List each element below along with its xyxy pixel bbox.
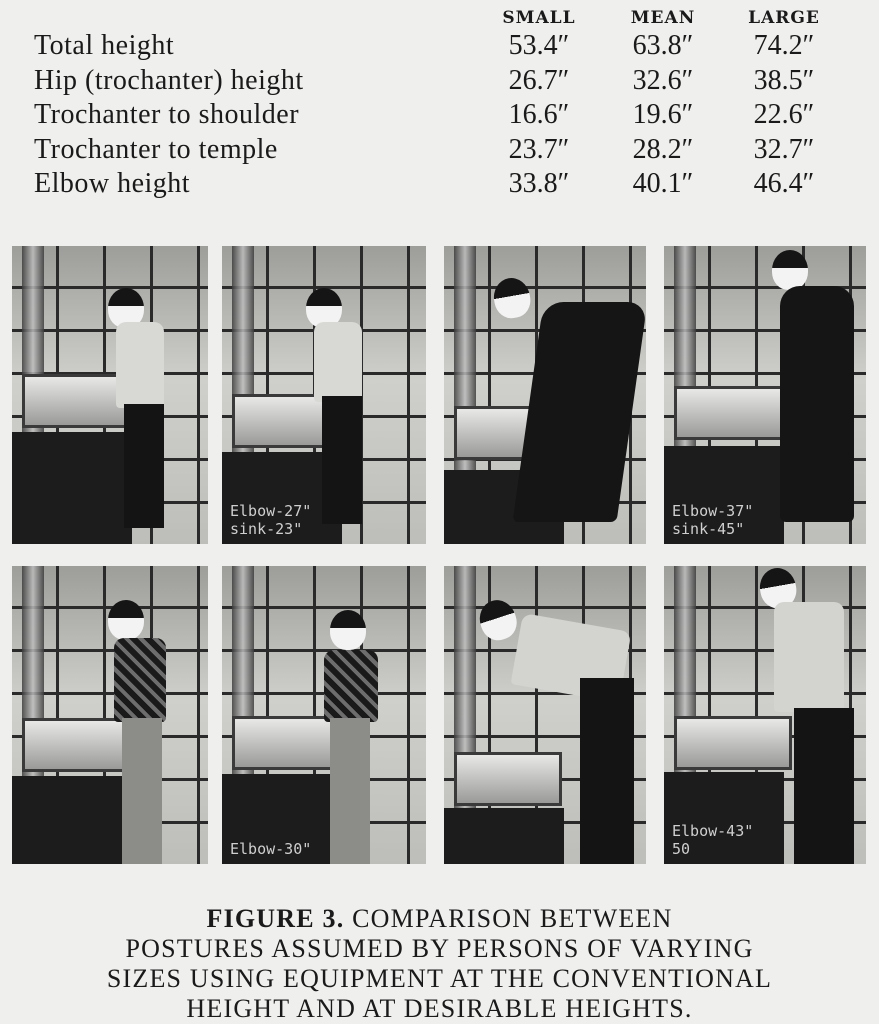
person-legs — [322, 396, 362, 524]
value-large: 38.5″ — [753, 64, 815, 96]
row-label: Total height — [34, 30, 175, 61]
photo-small-woman-desirable — [222, 246, 426, 544]
caption-line-2: POSTURES ASSUMED BY PERSONS OF VARYING — [125, 934, 754, 963]
value-mean: 40.1″ — [632, 168, 694, 199]
photo-large-man-desirable — [664, 566, 866, 864]
caption-line-1 — [0, 904, 879, 934]
value-large: 74.2″ — [753, 30, 815, 61]
measurement-table — [34, 4, 844, 203]
cabinet — [444, 808, 564, 864]
value-small: 53.4″ — [508, 30, 570, 61]
photo-large-man-conventional — [444, 566, 646, 864]
person-torso — [314, 322, 362, 402]
chalk-annotation: Elbow-27" sink-23" — [230, 502, 312, 538]
sink — [22, 374, 130, 428]
chalk-annotation: Elbow-37" sink-45" — [672, 502, 754, 538]
caption-line-3: SIZES USING EQUIPMENT AT THE CONVENTIONAL — [106, 964, 773, 993]
table-row — [34, 134, 844, 169]
person-head — [491, 275, 533, 321]
person-torso — [116, 322, 164, 408]
row-label: Trochanter to temple — [34, 133, 278, 165]
value-small: 23.7″ — [508, 133, 570, 165]
value-small: 26.7″ — [508, 64, 570, 96]
row-label: Elbow height — [34, 168, 191, 199]
cabinet — [12, 776, 132, 864]
person-legs — [122, 718, 162, 864]
table-row — [34, 168, 844, 203]
photo-small-man-desirable — [222, 566, 426, 864]
value-mean: 19.6″ — [632, 99, 694, 130]
sink — [22, 718, 130, 772]
value-mean: 28.2″ — [632, 133, 694, 165]
figure-label: FIGURE 3. — [206, 904, 345, 933]
sink — [674, 386, 792, 440]
caption-line-1-text: COMPARISON BETWEEN — [352, 904, 673, 933]
table-row — [34, 65, 844, 100]
table-row — [34, 30, 844, 65]
table-row — [34, 99, 844, 134]
row-label: Hip (trochanter) height — [34, 64, 304, 96]
column-header-mean: MEAN — [630, 8, 696, 28]
sink — [232, 716, 340, 770]
cabinet — [12, 432, 132, 544]
person-legs — [580, 678, 634, 864]
row-label: Trochanter to shoulder — [34, 99, 300, 130]
value-large: 22.6″ — [753, 99, 815, 130]
value-mean: 63.8″ — [632, 30, 694, 61]
value-large: 32.7″ — [753, 133, 815, 165]
photo-large-woman-desirable — [664, 246, 866, 544]
person-torso — [114, 638, 166, 722]
value-small: 33.8″ — [508, 168, 570, 199]
person-torso — [324, 650, 378, 722]
person-legs — [124, 404, 164, 528]
person-legs — [330, 718, 370, 864]
person-legs — [794, 708, 854, 864]
figure-caption — [0, 904, 879, 1024]
column-header-large: LARGE — [748, 8, 820, 28]
person-dress — [780, 286, 854, 522]
value-large: 46.4″ — [753, 168, 815, 199]
photo-small-woman-conventional — [12, 246, 208, 544]
photo-large-woman-conventional — [444, 246, 646, 544]
photo-small-man-conventional — [12, 566, 208, 864]
caption-line-4: HEIGHT AND AT DESIRABLE HEIGHTS. — [186, 994, 693, 1023]
chalk-annotation: Elbow-30" — [230, 840, 312, 858]
person-head — [330, 610, 366, 650]
value-mean: 32.6″ — [632, 64, 694, 96]
person-head — [772, 250, 808, 290]
sink — [454, 752, 562, 806]
sink — [674, 716, 792, 770]
person-head — [108, 600, 144, 640]
value-small: 16.6″ — [508, 99, 570, 130]
person-dress — [513, 302, 646, 522]
chalk-annotation: Elbow-43" 50 — [672, 822, 754, 858]
person-head — [475, 595, 522, 644]
column-headers — [34, 4, 844, 30]
person-torso — [774, 602, 844, 712]
column-header-small: SMALL — [502, 8, 576, 28]
